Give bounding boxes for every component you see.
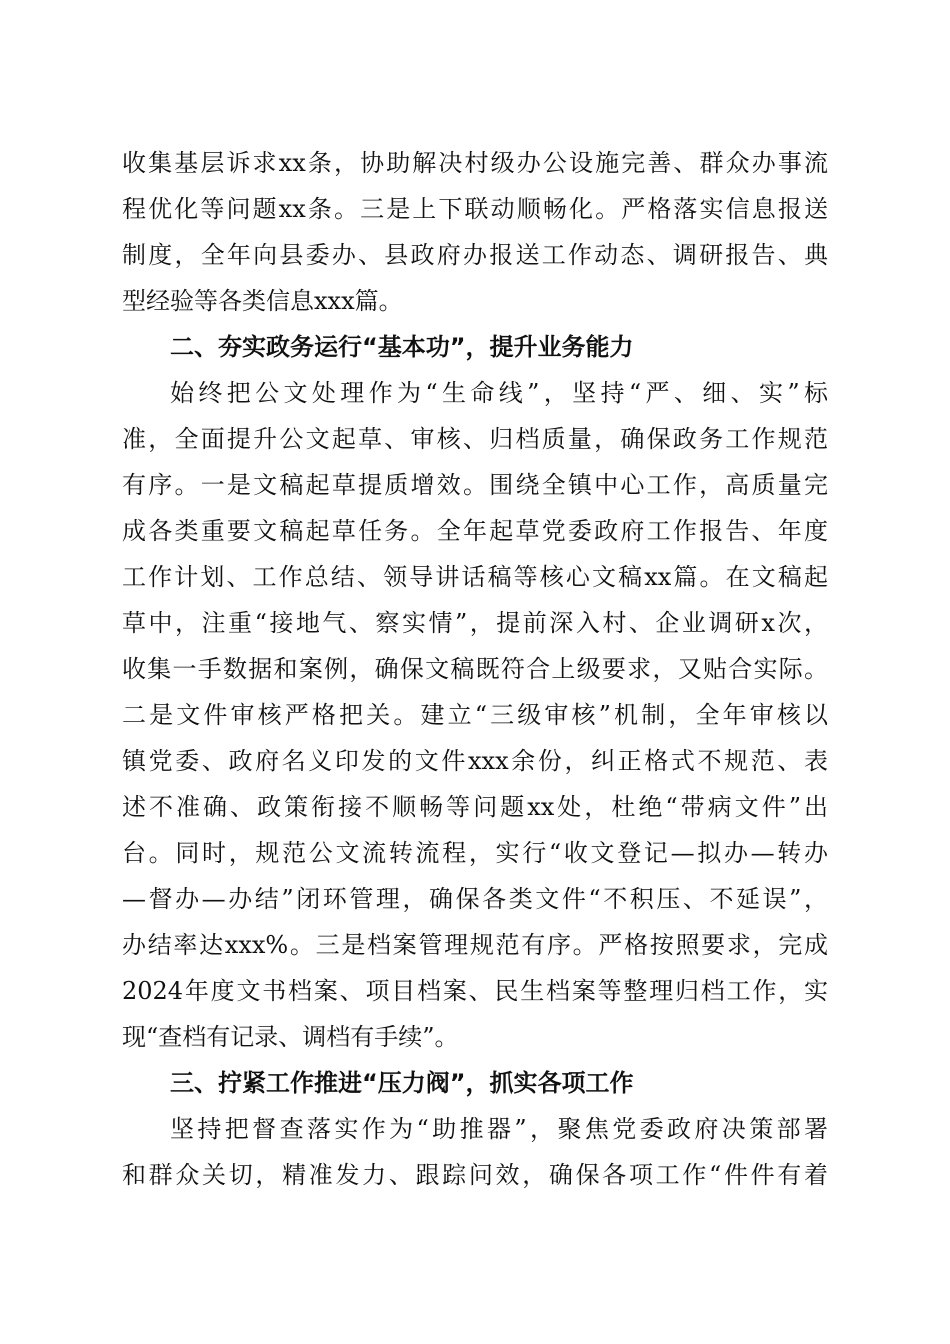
body-text-line: 2024年度文书档案、项目档案、民生档案等整理归档工作，实: [122, 977, 828, 1005]
section-heading-3: 三、拧紧工作推进“压力阀”，抓实各项工作: [170, 1069, 634, 1097]
body-text-line: 草中，注重“接地气、察实情”，提前深入村、企业调研x次，: [122, 609, 828, 637]
body-text-line: 型经验等各类信息xxx篇。: [122, 287, 403, 315]
body-text-line: —督办—办结”闭环管理，确保各类文件“不积压、不延误”，: [122, 885, 828, 913]
body-text-line: 台。同时，规范公文流转流程，实行“收文登记—拟办—转办: [122, 839, 828, 867]
paragraph-first-line: 始终把公文处理作为“生命线”，坚持“严、细、实”标: [170, 379, 828, 407]
body-text-line: 二是文件审核严格把关。建立“三级审核”机制，全年审核以: [122, 701, 828, 729]
body-text-line: 收集基层诉求xx条，协助解决村级办公设施完善、群众办事流: [122, 149, 828, 177]
body-text-line: 准，全面提升公文起草、审核、归档质量，确保政务工作规范: [122, 425, 828, 453]
body-text-line: 和群众关切，精准发力、跟踪问效，确保各项工作“件件有着: [122, 1161, 828, 1189]
body-text-line: 收集一手数据和案例，确保文稿既符合上级要求，又贴合实际。: [122, 655, 828, 683]
body-text-line: 镇党委、政府名义印发的文件xxx余份，纠正格式不规范、表: [122, 747, 828, 775]
body-text-line: 成各类重要文稿起草任务。全年起草党委政府工作报告、年度: [122, 517, 828, 545]
body-text-line: 工作计划、工作总结、领导讲话稿等核心文稿xx篇。在文稿起: [122, 563, 828, 591]
body-text-line: 程优化等问题xx条。三是上下联动顺畅化。严格落实信息报送: [122, 195, 828, 223]
body-text-line: 述不准确、政策衔接不顺畅等问题xx处，杜绝“带病文件”出: [122, 793, 828, 821]
section-heading-2: 二、夯实政务运行“基本功”，提升业务能力: [170, 333, 634, 361]
body-text-line: 现“查档有记录、调档有手续”。: [122, 1023, 459, 1051]
body-text-line: 办结率达xxx%。三是档案管理规范有序。严格按照要求，完成: [122, 931, 828, 959]
paragraph-first-line: 坚持把督查落实作为“助推器”，聚焦党委政府决策部署: [170, 1115, 828, 1143]
body-text-line: 有序。一是文稿起草提质增效。围绕全镇中心工作，高质量完: [122, 471, 828, 499]
body-text-line: 制度，全年向县委办、县政府办报送工作动态、调研报告、典: [122, 241, 828, 269]
